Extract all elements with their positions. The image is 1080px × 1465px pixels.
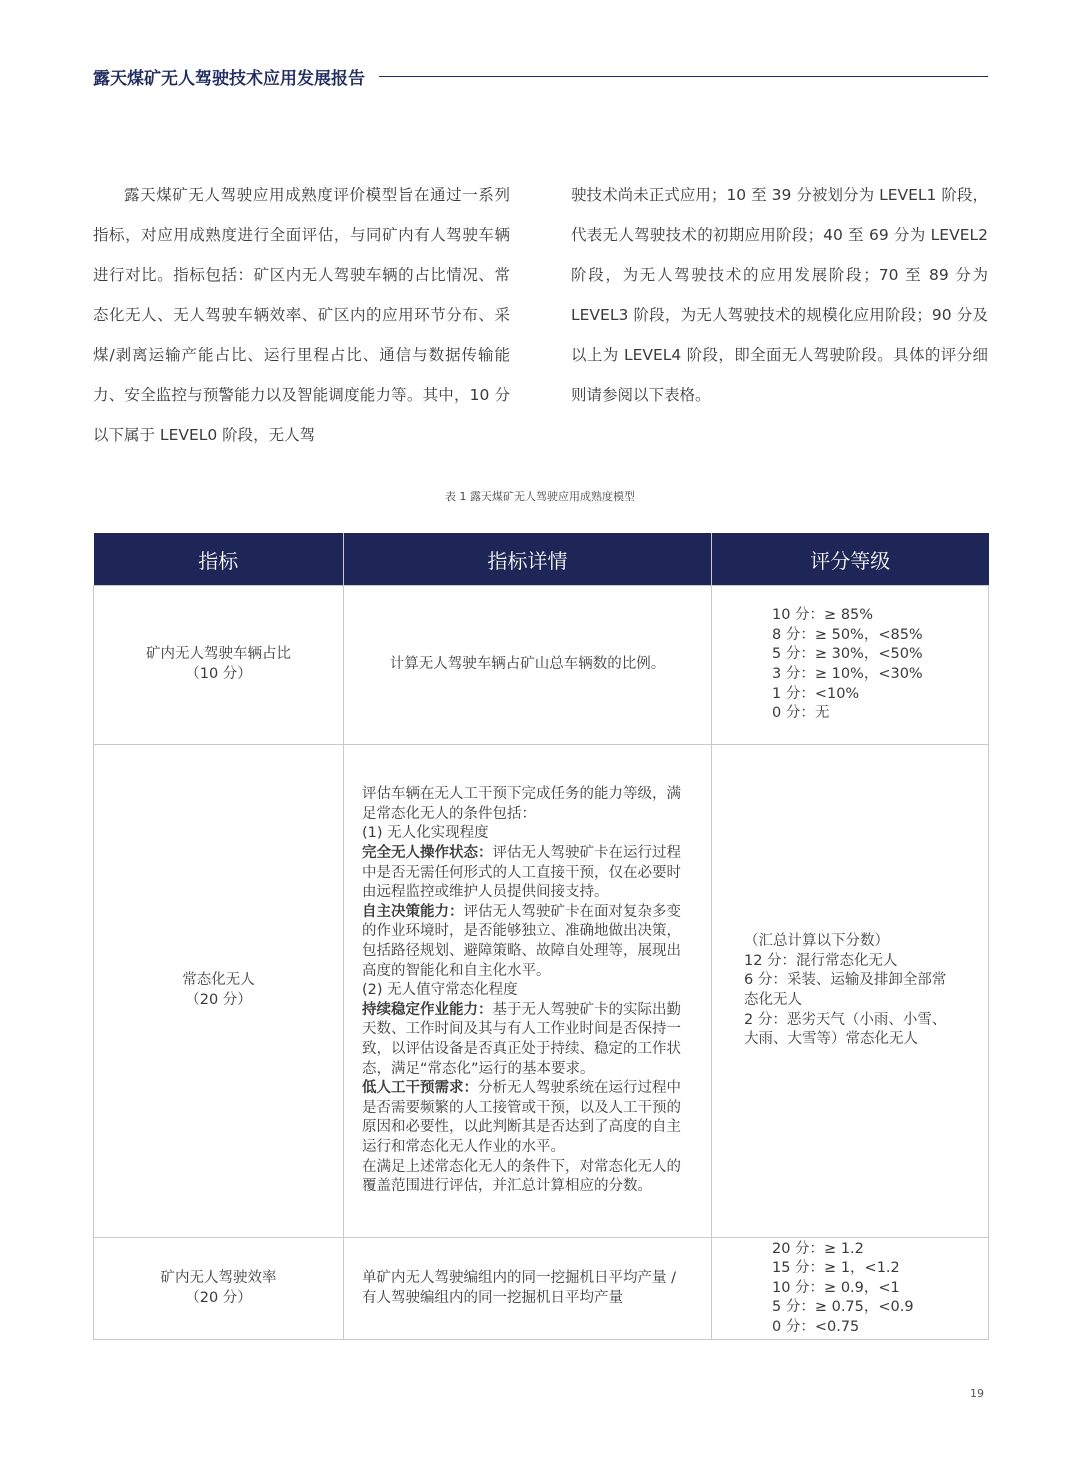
indicator-name: 矿内无人驾驶车辆占比 xyxy=(146,646,291,663)
indicator-name: 常态化无人 xyxy=(182,972,255,989)
maturity-model-table xyxy=(93,533,989,1340)
score-line: 8 分：≥ 50%，<85% xyxy=(772,626,923,643)
detail-text: 评估车辆在无人工干预下完成任务的能力等级，满足常态化无人的条件包括： xyxy=(362,786,681,822)
page-header xyxy=(93,62,988,90)
score-line: 6 分：采装、运输及排卸全部常态化无人 xyxy=(744,972,947,1008)
detail-text xyxy=(362,844,693,903)
table-caption: 表 1 露天煤矿无人驾驶应用成熟度模型 xyxy=(445,490,635,503)
indicator-points: （10 分） xyxy=(185,666,252,682)
detail-term: 低人工干预需求： xyxy=(362,1080,478,1097)
header-indicator: 指标 xyxy=(94,533,344,586)
body-text xyxy=(93,175,988,455)
indicator-cell xyxy=(94,586,344,745)
score-cell xyxy=(712,745,989,1238)
detail-term: 完全无人操作状态： xyxy=(362,845,493,862)
score-line: 20 分：≥ 1.2 xyxy=(772,1240,864,1257)
score-line: 1 分：<10% xyxy=(772,685,860,702)
table-row xyxy=(94,586,989,745)
report-title: 露天煤矿无人驾驶技术应用发展报告 xyxy=(93,68,365,89)
detail-desc: 分析无人驾驶系统在运行过程中是否需要频繁的人工接管或干预，以及人工干预的原因和必要性，以此判断其是否达到了高度的自主运行和常态化无人作业的水平。 xyxy=(362,1080,681,1155)
score-line: 5 分：≥ 30%，<50% xyxy=(772,646,923,663)
indicator-cell xyxy=(94,1238,344,1340)
detail-text xyxy=(362,1079,693,1157)
page-number: 19 xyxy=(970,1387,984,1400)
table-row xyxy=(94,745,989,1238)
score-line: 0 分：无 xyxy=(772,705,830,722)
detail-desc: 评估无人驾驶矿卡在运行过程中是否无需任何形式的人工直接干预，仅在必要时由远程监控或维护人员提供间接支持。 xyxy=(362,845,681,901)
indicator-points: （20 分） xyxy=(185,1289,252,1306)
detail-term: 自主决策能力： xyxy=(362,903,464,920)
body-paragraph-left: 露天煤矿无人驾驶应用成熟度评价模型旨在通过一系列指标，对应用成熟度进行全面评估，与同矿内有人驾驶车辆进行对比。指标包括：矿区内无人驾驶车辆的占比情况、常态化无人、无人驾驶车辆效率、矿区内的应用环节分布、采煤/剥离运输产能占比、运行里程占比、通信与数据传输能力、安全监控与预警能力以及智能调度能力等。其中，10 分以下属于 LEVEL0 阶段，无人驾 xyxy=(93,186,510,444)
detail-text xyxy=(362,903,693,981)
score-cell xyxy=(712,1238,989,1340)
score-line: 5 分：≥ 0.75，<0.9 xyxy=(772,1299,914,1316)
header-score: 评分等级 xyxy=(712,533,989,586)
table-header-row xyxy=(94,533,989,586)
score-line: 10 分：≥ 85% xyxy=(772,607,874,624)
detail-text xyxy=(362,1001,693,1079)
detail-cell: 单矿内无人驾驶编组内的同一挖掘机日平均产量 / 有人驾驶编组内的同一挖掘机日平均产量 xyxy=(344,1238,712,1340)
score-line: 2 分：恶劣天气（小雨、小雪、大雨、大雪等）常态化无人 xyxy=(744,1011,947,1048)
detail-cell: 计算无人驾驶车辆占矿山总车辆数的比例。 xyxy=(344,586,712,745)
score-line: 3 分：≥ 10%，<30% xyxy=(772,666,923,682)
detail-desc: 基于无人驾驶矿卡的实际出勤天数、工作时间及其与有人工作业时间是否保持一致，以评估设备是否真正处于持续、稳定的工作状态，满足“常态化”运行的基本要求。 xyxy=(362,1001,681,1077)
score-line: 0 分：<0.75 xyxy=(772,1318,860,1335)
score-line: （汇总计算以下分数） xyxy=(744,933,889,950)
detail-subheading: (2) 无人值守常态化程度 xyxy=(362,982,518,999)
header-rule xyxy=(379,76,988,77)
indicator-cell xyxy=(94,745,344,1238)
score-cell xyxy=(712,586,989,745)
indicator-points: （20 分） xyxy=(185,992,252,1008)
score-line: 15 分：≥ 1，<1.2 xyxy=(772,1260,900,1277)
body-paragraph-right: 驶技术尚未正式应用；10 至 39 分被划分为 LEVEL1 阶段，代表无人驾驶技术的初期应用阶段；40 至 69 分为 LEVEL2 阶段，为无人驾驶技术的应用发展阶段；70 至 89 分为 LEVEL3 阶段，为无人驾驶技术的规模化应用阶段；90 分及以上为 LEVEL4 阶段，即全面无人驾驶阶段。具体的评分细则请参阅以下表格。 xyxy=(571,186,988,404)
detail-text: 在满足上述常态化无人的条件下，对常态化无人的覆盖范围进行评估，并汇总计算相应的分数。 xyxy=(362,1158,681,1195)
detail-cell xyxy=(344,745,712,1238)
detail-subheading: (1) 无人化实现程度 xyxy=(362,825,489,842)
score-line: 10 分：≥ 0.9，<1 xyxy=(772,1279,900,1296)
indicator-name: 矿内无人驾驶效率 xyxy=(160,1269,277,1286)
score-line: 12 分：混行常态化无人 xyxy=(744,952,898,969)
table-row xyxy=(94,1238,989,1340)
header-detail: 指标详情 xyxy=(344,533,712,586)
detail-term: 持续稳定作业能力： xyxy=(362,1001,493,1018)
detail-desc: 评估无人驾驶矿卡在面对复杂多变的作业环境时，是否能够独立、准确地做出决策，包括路径规划、避障策略、故障自处理等，展现出高度的智能化和自主化水平。 xyxy=(362,903,681,979)
